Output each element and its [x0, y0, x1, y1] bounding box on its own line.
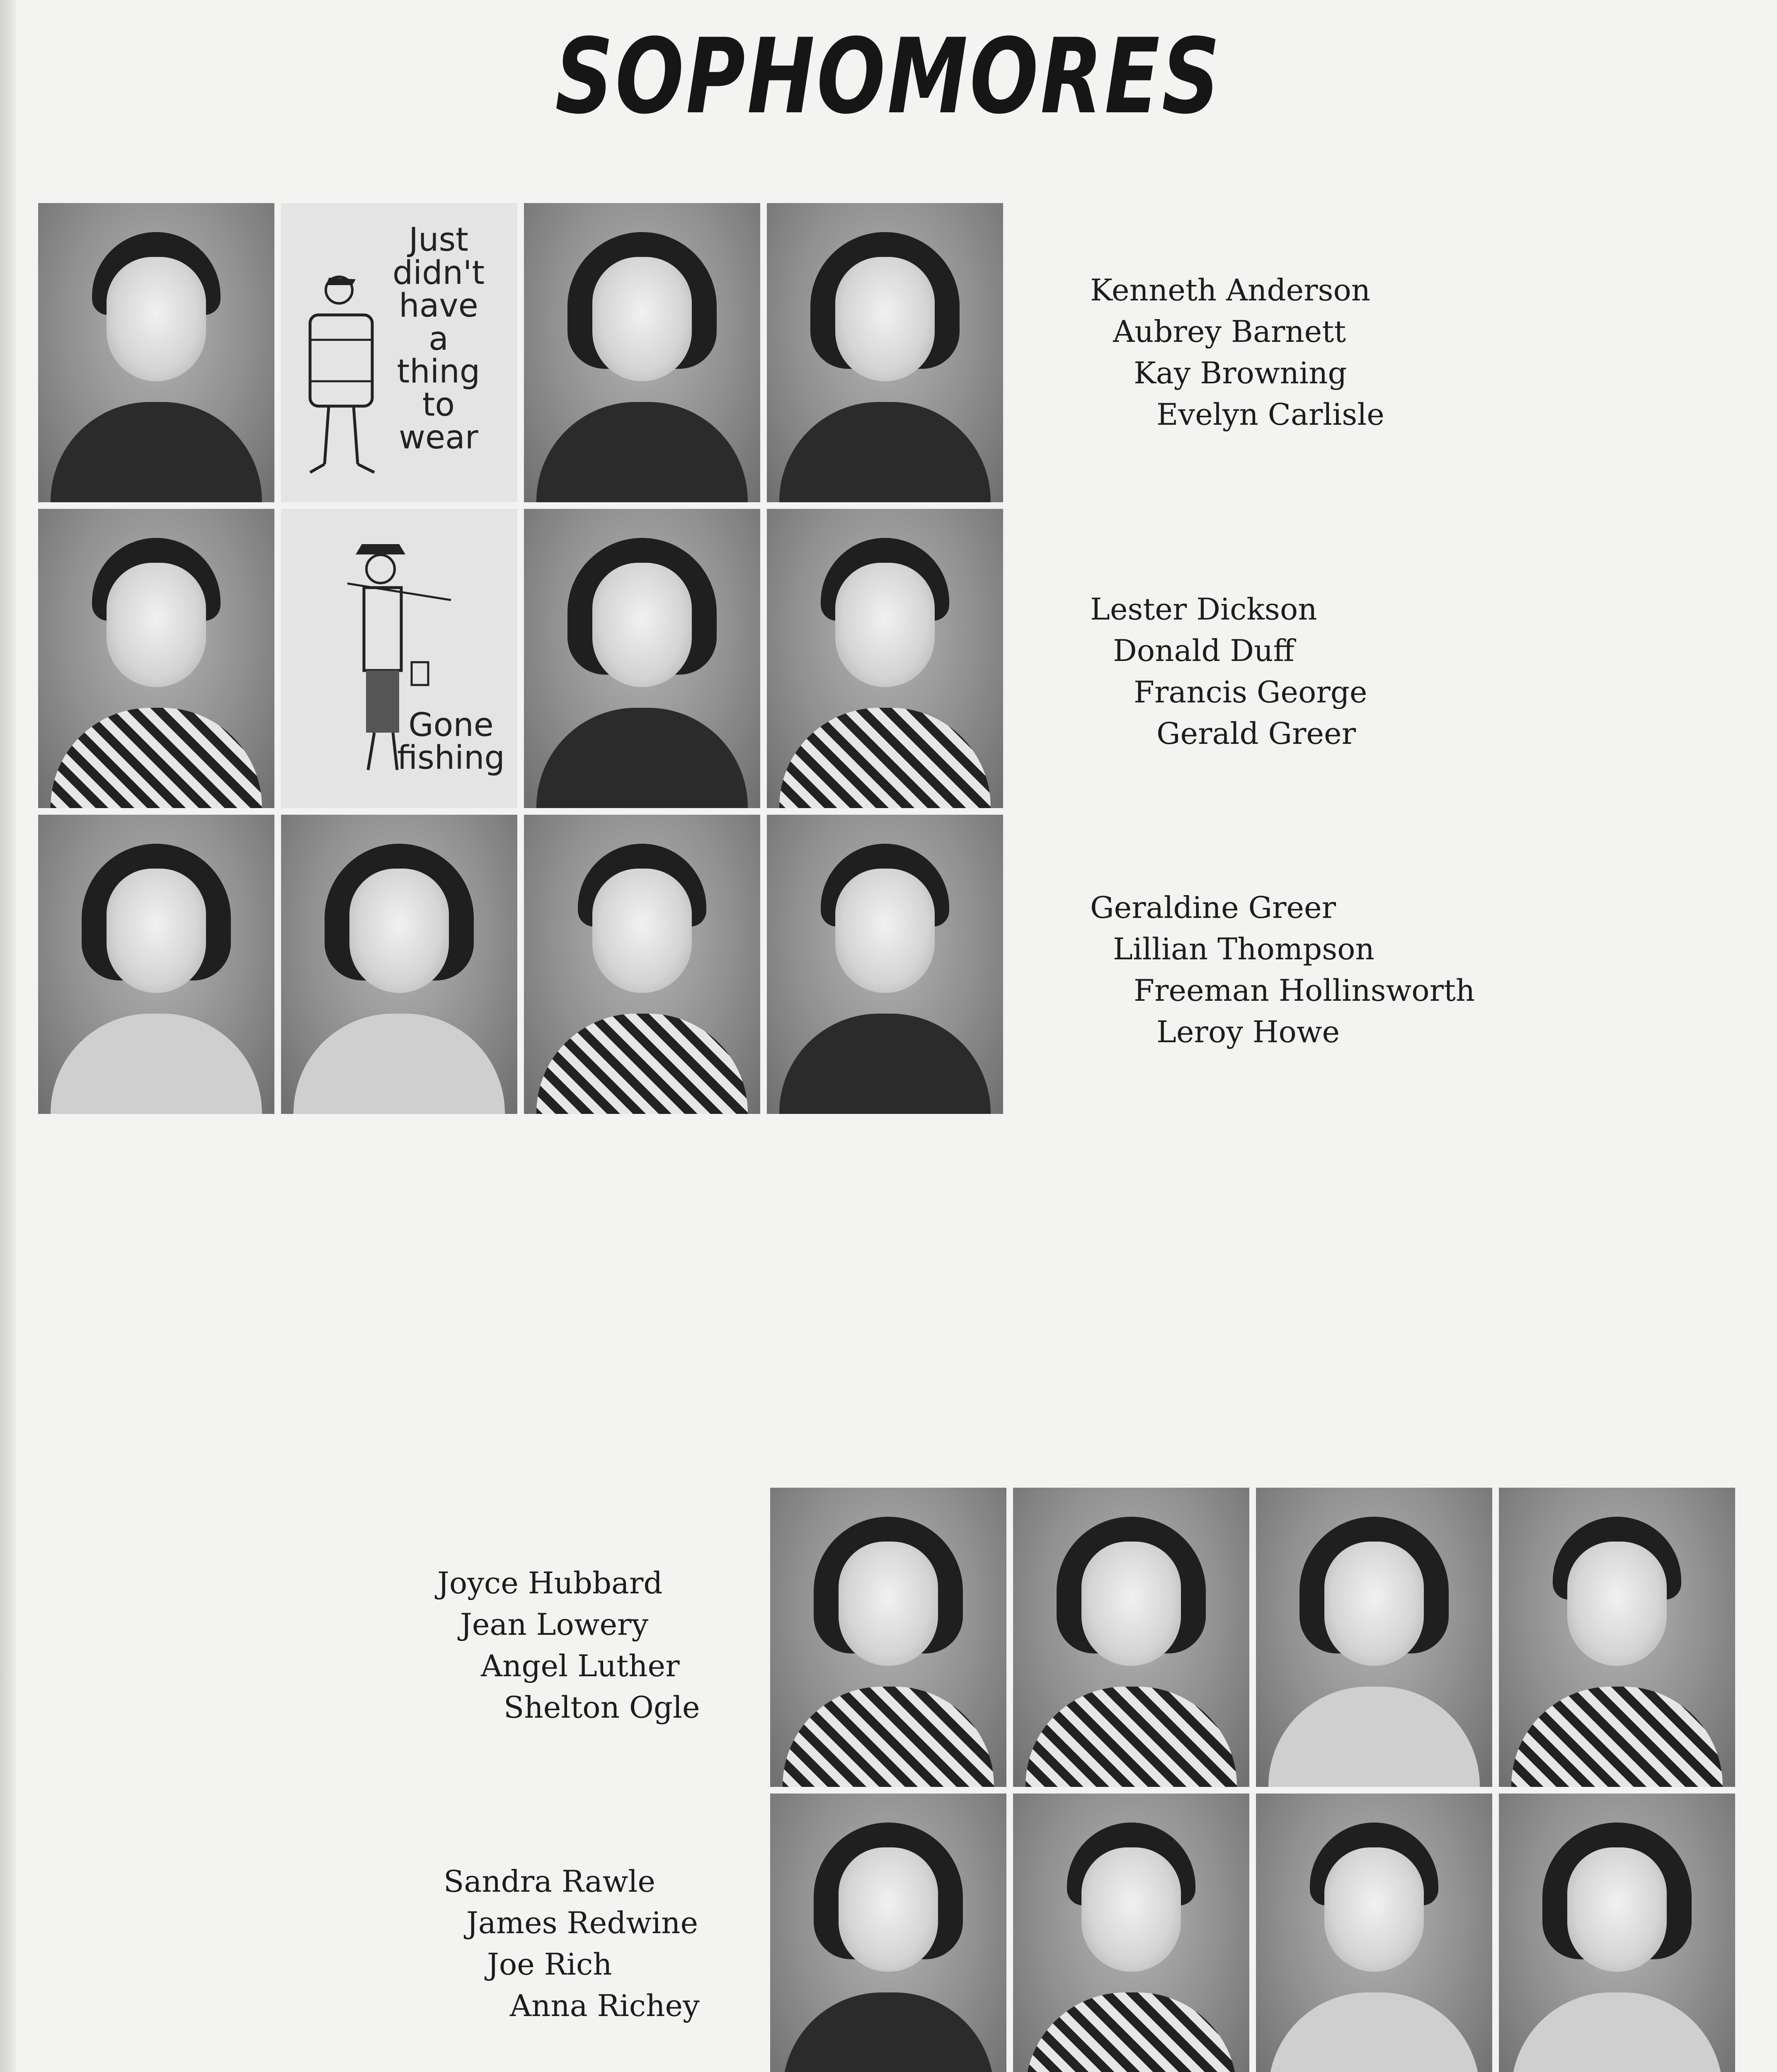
barrel-man-icon [293, 269, 389, 485]
portrait-shoulders [779, 708, 991, 808]
student-name: Geraldine Greer [1090, 890, 1336, 925]
student-name: Donald Duff [1113, 633, 1295, 668]
portrait-face [839, 1847, 938, 1972]
portrait-shoulders [536, 402, 748, 502]
student-portrait [38, 509, 274, 808]
name-group [1090, 887, 1475, 1053]
student-name: Francis George [1134, 675, 1367, 709]
cartoon-caption: Just didn't have a thing to wear [392, 221, 485, 457]
portrait-shoulders [779, 1014, 991, 1114]
portrait-face [839, 1542, 938, 1666]
portrait-face [1567, 1847, 1667, 1972]
name-group [437, 1562, 700, 1728]
student-portrait [38, 203, 274, 502]
student-name: James Redwine [466, 1905, 698, 1940]
cartoon-no-photo [281, 203, 517, 502]
portrait-face [1081, 1847, 1181, 1972]
bottom-photo-grid [770, 1488, 1735, 2072]
portrait-shoulders [536, 708, 748, 808]
top-photo-grid [38, 203, 1003, 1114]
student-portrait [524, 815, 760, 1114]
portrait-face [835, 563, 935, 687]
student-name: Freeman Hollinsworth [1134, 973, 1475, 1008]
portrait-shoulders [51, 402, 262, 502]
cartoon-no-photo [281, 509, 517, 808]
page-title: SOPHOMORES [555, 16, 1222, 137]
student-portrait [38, 815, 274, 1114]
portrait-face [107, 257, 206, 381]
portrait-shoulders [783, 1687, 994, 1787]
student-name: Sandra Rawle [444, 1864, 655, 1899]
student-name: Joyce Hubbard [437, 1566, 663, 1600]
portrait-shoulders [1511, 1992, 1723, 2072]
student-name: Jean Lowery [460, 1607, 649, 1642]
portrait-shoulders [1268, 1992, 1480, 2072]
portrait-face [835, 257, 935, 381]
student-portrait [524, 509, 760, 808]
portrait-face [1567, 1542, 1667, 1666]
student-name: Shelton Ogle [504, 1690, 700, 1725]
student-name: Gerald Greer [1156, 716, 1356, 751]
student-portrait [281, 815, 517, 1114]
student-name: Anna Richey [510, 1988, 700, 2023]
student-portrait [1256, 1488, 1492, 1787]
portrait-shoulders [1268, 1687, 1480, 1787]
student-portrait [1499, 1488, 1735, 1787]
portrait-face [835, 869, 935, 993]
student-portrait [524, 203, 760, 502]
portrait-face [1324, 1542, 1424, 1666]
student-portrait [770, 1488, 1006, 1787]
student-portrait [767, 509, 1003, 808]
portrait-face [349, 869, 449, 993]
portrait-face [1324, 1847, 1424, 1972]
portrait-face [1081, 1542, 1181, 1666]
student-portrait [767, 815, 1003, 1114]
portrait-shoulders [51, 708, 262, 808]
portrait-shoulders [1025, 1992, 1237, 2072]
student-name: Angel Luther [481, 1648, 680, 1683]
cartoon-caption: Gone fishing [397, 706, 505, 777]
portrait-shoulders [779, 402, 991, 502]
student-name: Aubrey Barnett [1113, 314, 1346, 349]
student-portrait [1013, 1488, 1249, 1787]
student-portrait [1013, 1794, 1249, 2072]
student-name: Lillian Thompson [1113, 932, 1375, 966]
name-group [1090, 269, 1384, 435]
student-name: Lester Dickson [1090, 592, 1317, 627]
portrait-shoulders [293, 1014, 505, 1114]
student-name: Evelyn Carlisle [1156, 397, 1384, 432]
portrait-face [107, 563, 206, 687]
student-portrait [767, 203, 1003, 502]
portrait-shoulders [536, 1014, 748, 1114]
student-name: Leroy Howe [1156, 1014, 1340, 1049]
name-group [1090, 588, 1367, 754]
portrait-face [592, 257, 692, 381]
portrait-face [592, 869, 692, 993]
page-binding-edge [0, 0, 16, 2072]
student-portrait [1256, 1794, 1492, 2072]
name-group [444, 1861, 700, 2026]
student-name: Joe Rich [487, 1947, 612, 1982]
portrait-shoulders [51, 1014, 262, 1114]
student-portrait [1499, 1794, 1735, 2072]
portrait-shoulders [1511, 1687, 1723, 1787]
portrait-shoulders [783, 1992, 994, 2072]
portrait-face [592, 563, 692, 687]
student-name: Kenneth Anderson [1090, 273, 1371, 307]
student-name: Kay Browning [1134, 356, 1347, 390]
student-portrait [770, 1794, 1006, 2072]
portrait-face [107, 869, 206, 993]
portrait-shoulders [1025, 1687, 1237, 1787]
